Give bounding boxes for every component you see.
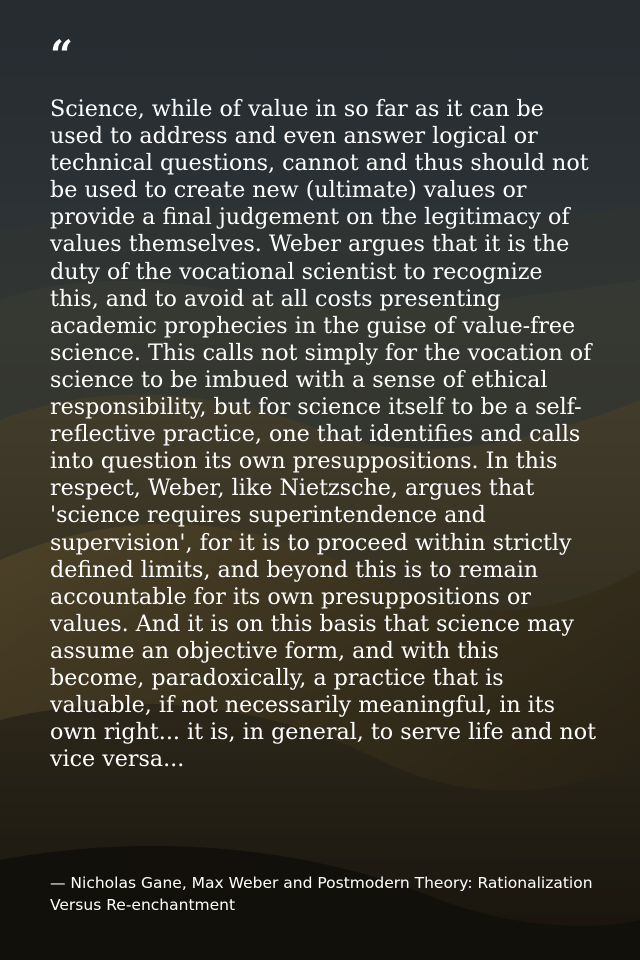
quote-text: Science, while of value in so far as it can be used to address and even answer logical or technical questions, cannot and thus should not be used to create new (ultimate) values or provide a final judgement on the legitimacy of values themselves. Weber argues that it is the duty of the vocational scientist to recognize this, and to avoid at all costs presenting academic prophecies in the guise of value-free science. This calls not simply for the vocation of science to be imbued with a sense of ethical responsibility, but for science itself to be a self-reflective practice, one that identifies and calls into question its own presuppositions. In this respect, Weber, like Nietzsche, argues that 'science requires superintendence and supervision', for it is to proceed within strictly defined limits, and beyond this is to remain accountable for its own presuppositions or values. And it is on this basis that science may assume an objective form, and with this become, paradoxically, a practice that is valuable, if not necessarily meaningful, in its own right... it is, in general, to serve life and not vice versa...	[50, 96, 596, 773]
quote-attribution: — Nicholas Gane, Max Weber and Postmodern Theory: Rationalization Versus Re-enchantment	[50, 874, 593, 914]
quote-mark-icon: “	[50, 32, 74, 79]
